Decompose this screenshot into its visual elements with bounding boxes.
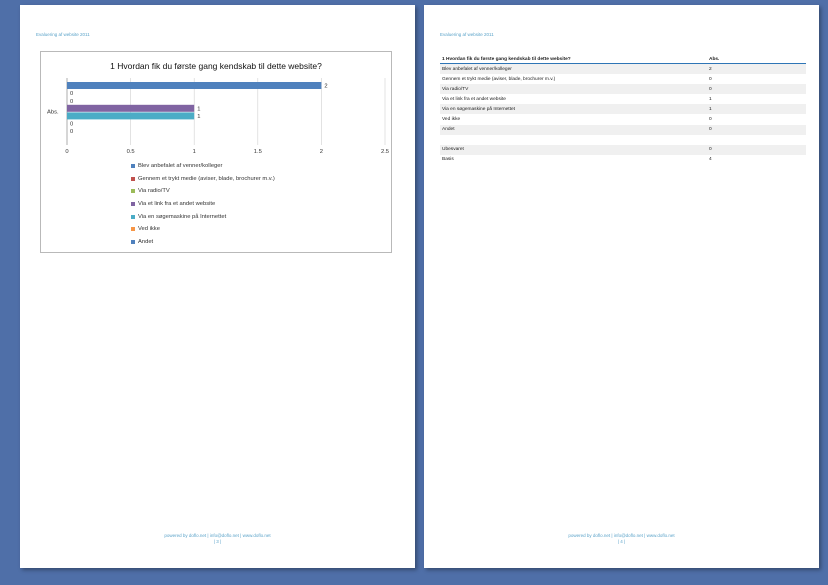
row-value: 0 [709, 86, 712, 92]
legend-item [131, 198, 275, 211]
row-label: Basis [442, 157, 454, 163]
table-header-question: 1 Hvordan fik du første gang kendskab til dette website? [442, 56, 571, 62]
table-row [440, 155, 806, 165]
legend-label: Gennem et trykt medie (aviser, blade, brochurer m.v.) [138, 175, 275, 182]
table-row [440, 125, 806, 135]
bar-value-label: 1 [197, 114, 201, 120]
table-row [440, 74, 806, 84]
footer-page-number: | 4 | [617, 539, 626, 544]
chart-legend [131, 160, 275, 248]
x-tick-label: 2 [319, 149, 324, 155]
legend-label: Ved ikke [138, 226, 160, 233]
legend-item [131, 160, 275, 173]
chart-title: 1 Hvordan fik du første gang kendskab til dette website? [110, 61, 322, 71]
report-page-3 [20, 5, 415, 568]
table-header-abs: Abs. [709, 56, 720, 62]
legend-swatch [131, 240, 135, 244]
row-label: Via et link fra et andet website [442, 96, 506, 102]
category-label: Abs. [47, 109, 59, 116]
row-value: 0 [709, 127, 712, 133]
legend-swatch [131, 177, 135, 181]
row-value: 0 [709, 76, 712, 82]
legend-label: Blev anbefalet af venner/kolleger [138, 163, 223, 170]
page-footer [424, 533, 819, 545]
row-label: Via en søgemaskine på Internettet [442, 106, 515, 112]
page-header: Evaluering af website 2011 [36, 32, 90, 37]
legend-swatch [131, 164, 135, 168]
legend-swatch [131, 202, 135, 206]
legend-item [131, 236, 275, 249]
row-value: 2 [709, 66, 712, 72]
row-value: 1 [709, 106, 712, 112]
legend-swatch [131, 189, 135, 193]
row-label: Blev anbefalet af venner/kolleger [442, 66, 512, 72]
bar [67, 82, 321, 89]
row-label: Andet [442, 127, 455, 133]
legend-item [131, 173, 275, 186]
bar [67, 105, 194, 112]
row-value: 0 [709, 117, 712, 123]
page-footer [20, 533, 415, 545]
row-label: Ubesvaret [442, 147, 464, 153]
footer-credits: powered by doflo.net | info@doflo.net | www.doflo.net [164, 533, 271, 538]
table-row [440, 104, 806, 114]
x-tick-label: 2.5 [380, 149, 390, 155]
bar-value-label: 0 [70, 98, 74, 105]
legend-swatch [131, 215, 135, 219]
row-value: 4 [709, 157, 712, 163]
table-summary [440, 145, 806, 165]
table-row [440, 114, 806, 124]
row-label: Via radio/TV [442, 86, 469, 92]
table-body [440, 64, 806, 135]
bar-value-label: 1 [197, 106, 201, 113]
bar-value-label: 0 [70, 121, 74, 128]
table-header-row [440, 55, 806, 64]
bar-value-label: 2 [324, 83, 328, 90]
legend-label: Andet [138, 238, 154, 245]
table-row [440, 94, 806, 104]
legend-label: Via en søgemaskine på Internettet [138, 213, 227, 220]
bar-value-label: 0 [70, 129, 74, 136]
legend-item [131, 210, 275, 223]
legend-item [131, 185, 275, 198]
legend-label: Via radio/TV [138, 188, 170, 195]
legend-label: Via et link fra et andet website [138, 201, 216, 208]
table-row [440, 64, 806, 74]
chart-container [40, 51, 392, 253]
x-tick-label: 0.5 [126, 149, 135, 155]
footer-page-number: | 3 | [213, 539, 222, 544]
x-tick-label: 0 [65, 149, 69, 155]
page-header: Evaluering af website 2011 [440, 32, 494, 37]
row-value: 0 [709, 147, 712, 153]
footer-credits: powered by doflo.net | info@doflo.net | www.doflo.net [568, 533, 675, 538]
results-table [440, 55, 806, 165]
table-row [440, 84, 806, 94]
row-label: Ved ikke [442, 117, 461, 123]
legend-item [131, 223, 275, 236]
table-row [440, 145, 806, 155]
row-label: Gennem et trykt medie (aviser, blade, brochurer m.v.) [442, 76, 556, 82]
legend-swatch [131, 227, 135, 231]
bar-value-label: 0 [70, 91, 74, 98]
x-tick-label: 1 [192, 149, 196, 155]
row-value: 1 [709, 96, 712, 102]
x-tick-label: 1.5 [253, 149, 262, 155]
report-page-4 [424, 5, 819, 568]
bar [67, 112, 194, 119]
